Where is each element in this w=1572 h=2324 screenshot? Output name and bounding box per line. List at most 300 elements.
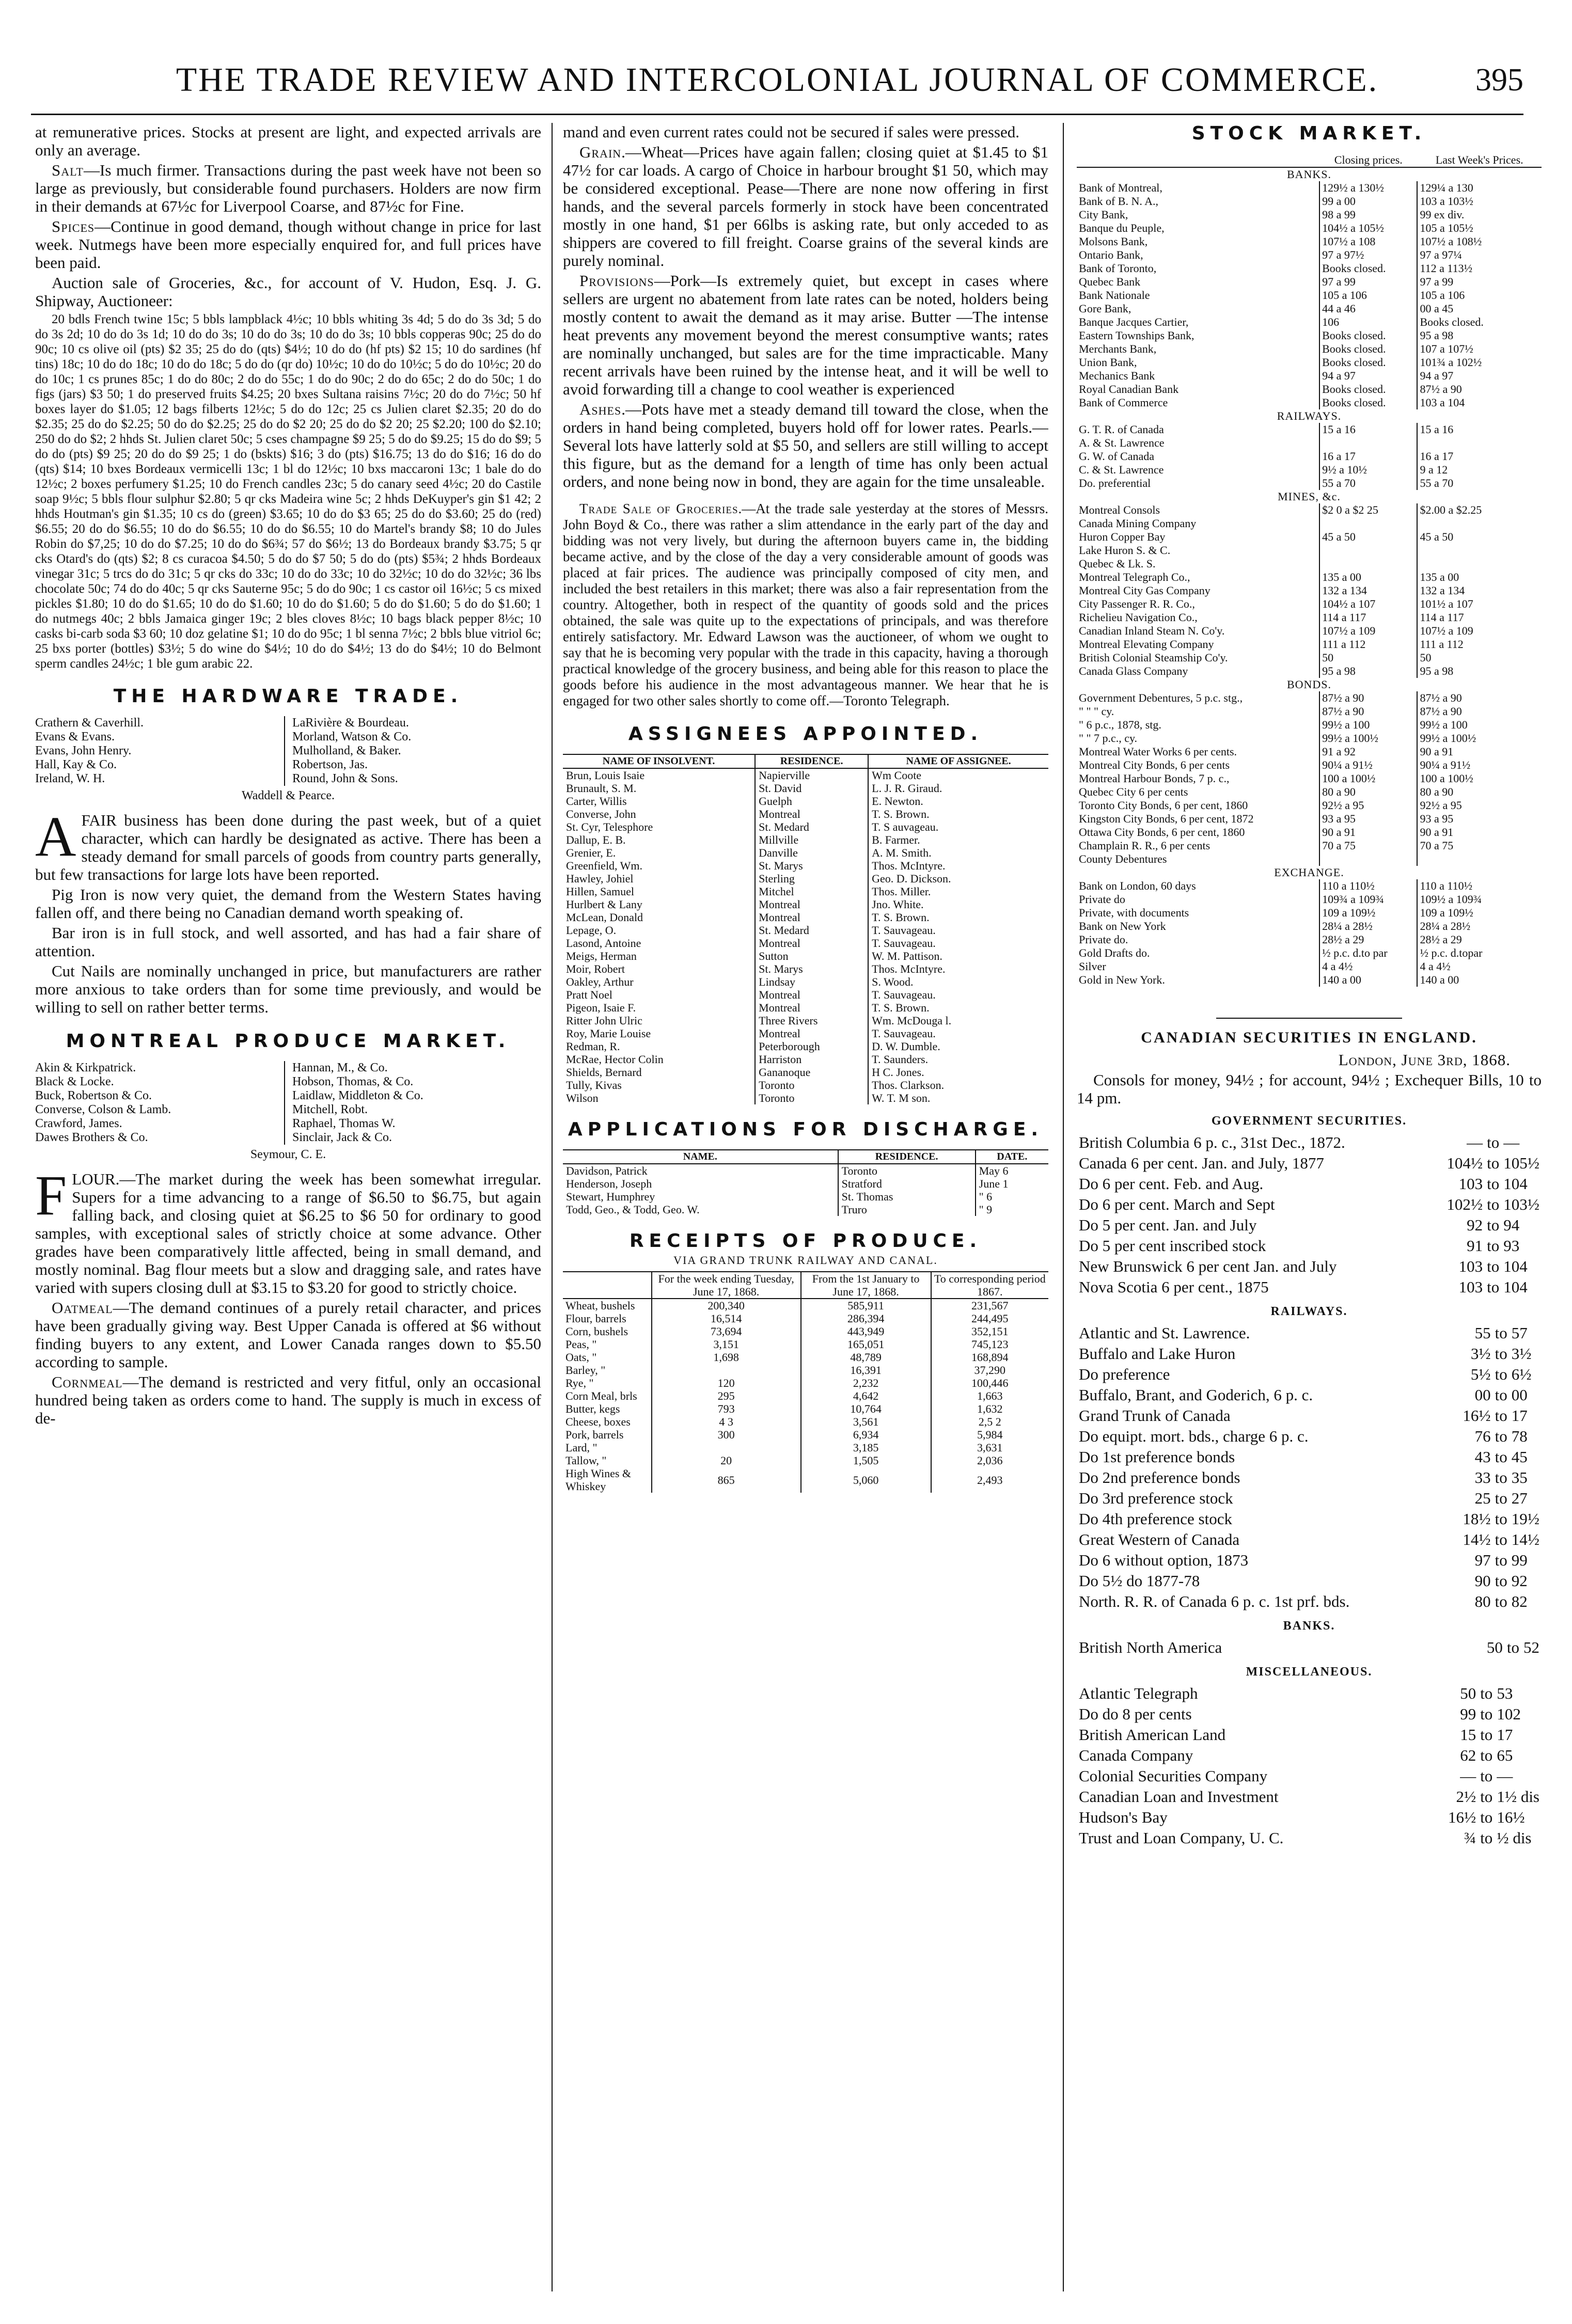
firm-name: Round, John & Sons. [292,772,398,785]
cornmeal-label: Cornmeal [52,1373,123,1391]
table-cell: Thos. Clarkson. [868,1079,1048,1092]
table-cell: 90 a 91 [1417,745,1542,758]
table-cell: Shields, Bernard [566,1066,642,1079]
table-cell: 16½ [1497,1808,1525,1826]
table-cell: Atlantic and St. Lawrence. [1079,1324,1250,1342]
table-cell: 90 [1474,1572,1491,1590]
table-cell: 55 a 70 [1319,477,1417,490]
table-cell: to [1495,1572,1507,1590]
table-cell: 93 [1503,1237,1520,1255]
table-cell: 16 a 17 [1319,450,1417,463]
table-row [563,924,1048,937]
stock-row [1077,383,1542,396]
table-cell: 00 [1511,1386,1528,1404]
table-cell: Banque Jacques Cartier, [1079,315,1189,328]
table-cell: 15 a 16 [1319,423,1417,436]
table-cell: Wilson [566,1092,599,1104]
table-cell: T. S. Brown. [868,1001,1048,1014]
table-cell: T. Sauvageau. [868,937,1048,950]
table-cell: Wm Coote [868,768,1048,782]
table-cell: 00 a 45 [1417,302,1542,315]
grain-label: Grain [579,143,622,161]
table-cell: Rye, " [565,1377,594,1389]
stock-row [1077,544,1542,557]
provisions-label: Provisions [579,272,654,290]
table-cell: Montreal [755,988,868,1001]
table-cell: 92 [1511,1572,1528,1590]
table-cell: 295 [652,1389,801,1402]
stock-row [1077,772,1542,785]
table-cell: 1,632 [931,1402,1048,1415]
table-cell: Books closed. [1319,329,1417,342]
table-row [563,1428,1048,1441]
table-cell: Montreal Water Works 6 per cents. [1079,745,1237,758]
table-cell: High Wines & Whiskey [565,1467,632,1493]
table-cell: 95 a 98 [1319,665,1417,678]
table-cell: to [1487,1133,1500,1151]
table-row [563,1040,1048,1053]
table-cell: St. Cyr, Telesphore [566,820,653,833]
table-row [563,1092,1048,1104]
table-cell: 55 a 70 [1417,477,1542,490]
table-cell: Canada 6 per cent. Jan. and July, 1877 [1079,1154,1324,1172]
drop-cap: F [35,1164,67,1227]
table-cell: Corn Meal, brls [565,1389,637,1402]
table-cell: 82 [1511,1592,1528,1610]
stock-row [1077,289,1542,302]
security-row [1077,1426,1542,1447]
table-cell: 104½ [1447,1154,1483,1172]
produce-names-foot: Seymour, C. E. [250,1148,326,1161]
table-cell: 90 a 91 [1417,826,1542,839]
table-cell: 443,949 [801,1325,931,1338]
table-row [563,1364,1048,1377]
stock-row [1077,463,1542,477]
table-cell: T. S. Brown. [868,808,1048,820]
security-row [1077,1529,1542,1550]
table-cell: 87½ a 90 [1417,691,1542,705]
table-cell: 110 a 110½ [1319,879,1417,893]
table-cell: Brunault, S. M. [566,782,637,795]
stock-row [1077,906,1542,920]
table-cell: to [1487,1154,1500,1172]
railways-title: RAILWAYS. [1270,1305,1348,1318]
table-cell: 103 [1458,1278,1483,1296]
table-cell: 105 a 106 [1319,289,1417,302]
table-cell: 92 [1467,1216,1483,1234]
ashes-text: .—Pots have met a steady demand till toward the close, when the orders in hand being completed, buyers hold off for lower rates. Pearls.— Several lots have latterly sold at $5 50, and sellers are still willing to accept this figure, but as the demand for a length of time has only been actual orders, and none being now in bond, they are again for the time unsaleable. [563,400,1048,491]
table-cell: Geo. D. Dickson. [868,872,1048,885]
table-cell: to [1495,1510,1507,1528]
table-cell: 53 [1497,1684,1513,1702]
table-cell: June 1 [976,1177,1048,1190]
table-cell [1319,517,1417,530]
table-cell: to [1495,1386,1507,1404]
table-cell [1417,517,1542,530]
table-cell: 70 a 75 [1319,839,1417,852]
stock-row [1077,758,1542,772]
table-cell: to [1487,1195,1500,1213]
table-row [563,988,1048,1001]
flour-text: LOUR.—The market during the week has been somewhat irregular. Supers for a time advancing to a range of $6.50 to $6.75, but again falling back, and closing quiet at $6.25 to $6 50 for ordinary to good samples, with exceptional sales of strictly choice at some advance. Other grades have been comparatively little affected, being in small demand, and mostly nominal. Bag flour meets but a slow and dragging sale, and rates have varied with supers closing dull at $3.15 to $3.20 for good to strictly choice. [35,1170,541,1297]
table-cell: 200,340 [652,1299,801,1312]
security-row [1077,1385,1542,1405]
security-row [1077,1637,1542,1658]
security-row [1077,1405,1542,1426]
stock-row [1077,879,1542,893]
stock-row [1077,423,1542,436]
receipts-header-row [563,1272,1048,1299]
table-cell: Do preference [1079,1365,1170,1383]
table-cell: Mitchel [755,885,868,898]
table-cell: McLean, Donald [566,911,643,924]
security-row [1077,1787,1542,1807]
table-cell: 114 a 117 [1417,611,1542,624]
table-cell: A. & St. Lawrence [1079,436,1165,449]
auction-list: 20 bdls French twine 15c; 5 bbls lampblack 4½c; 10 bbls whiting 3s 4d; 5 do do 3s 3d; 5 do do 3s 2d; 10 do do 3s 1d; 10 do do 3s; 10 do do 3s; 10 do do 3s; 10 bbls copperas 90c; 25 do do 90c; 10 cs olive oil (pts) $2 35; 25 do do (qts) $4½; 10 do do (hf pts) $2 15; 10 do sardines (hf tins) 18c; 10 do do 18c; 10 do do 18c; 5 do do (qr do) 10½c; 10 do do 10½c; 5 do do 10½c; 20 do do 10c; 1 cs prunes 85c; 1 do do 80c; 2 do do 55c; 1 do do 90c; 2 do do 65c; 2 do do 50c; 1 do figs (jars) $3 50; 1 do preserved fruits $4.25; 20 bxes Sultana raisins 7½c; 20 do do 7½c; 50 hf boxes layer do $1.05; 12 bags filberts 12½c; 5 do do 12c; 25 cs Julien claret $2.35; 20 do do $2.35; 25 do do $2.25; 50 do do $2.25; 25 do do $2 20; 25 do do $2 20; 25 $2.20; 100 do $2.10; 250 do do $2; 2 hhds St. Julien claret 50c; 5 cses champagne $9 25; 5 do do $9.25; 15 do do $9; 5 do do (pts) $9 25; 20 do do $9 25; 1 do (bskts) $16; 3 do (pts) $16.75; 13 do do $16; 16 do do (qts) $14; 10 bxes Bordeaux vermicelli 13c; 1 bl do 12½c; 10 bxs maccaroni 13c; 1 bale do do 12½c; 2 boxes perfumery $1.25; 10 do French candles 23c; 5 do canary seed 4½c; 20 do Castile soap 9½c; 5 bbls flour sulphur $2.80; 5 qr cks Madeira wine 5c; 2 hhds DeKuyper's gin $1 42; 2 hhds Houtman's gin $1.35; 10 cs do (green) $3.65; 10 do do $3 65; 25 do do $3.60; 25 do (red) $6.55; 20 do do $6.55; 10 do do $6.55; 10 do do $6.55; 10 do Martel's brandy $8; 10 do Jules Robin do $7,25; 10 do do $7.25; 10 do do $6¾; 57 do $6½; 13 do Bordeaux brandy $3.75; 5 qr cks Otard's do (qts) $2; 8 cs curacoa $4.50; 5 do do $7 50; 5 do do (pts) $5¾; 2 hhds Bordeaux vinegar 31c; 5 trcs do do 31c; 5 qr cks do 33c; 10 do do 33c; 10 do 32½c; 10 do do 32½c; 36 lbs chocolate 50c; 74 do do 40c; 5 qr cks Sauterne 95c; 5 do do 90c; 1 cs castor oil 16½c; 5 cs mixed pickles $1.80; 10 do do $1.65; 10 do do $1.60; 10 do do $1.60; 5 do do $1.60; 5 do do $1.60; 1 do nutmegs 40c; 2 bbls Jamaica ginger 19c; 2 bles cloves 8½c; 10 bags black pepper 8½c; 10 casks bi-carb soda $3 60; 10 doz gelatine $1; 10 do do 95c; 1 bl senna 7½c; 2 bbls blue vitriol 6c; 25 bxs porter (bottles) $3½; 5 do wine do $4½; 10 do do $4½; 13 do do $4½; 10 do Belmont sperm candles 24½c; 1 ble gum arabic 22. [35,312,541,671]
table-cell: W. T. M son. [868,1092,1048,1104]
table-cell: Banque du Peuple, [1079,222,1165,234]
table-cell: — [1467,1133,1483,1151]
table-cell: Pork, barrels [565,1428,624,1441]
table-cell: Jno. White. [868,898,1048,911]
stock-market-table [1077,153,1542,987]
table-cell: Bank on New York [1079,920,1166,932]
table-cell: 99 [1460,1705,1476,1723]
table-cell: 103½ [1503,1195,1539,1213]
table-row [563,1177,1048,1190]
table-cell: May 6 [976,1164,1048,1177]
table-cell: 94 a 97 [1417,369,1542,383]
table-cell: C. & St. Lawrence [1079,463,1164,476]
security-row [1077,1236,1542,1256]
table-cell: 1,505 [801,1454,931,1467]
table-cell: 78 [1511,1427,1528,1445]
security-row [1077,1215,1542,1236]
table-cell: Colonial Securities Company [1079,1767,1268,1785]
table-row [563,1014,1048,1027]
firm-name: Mitchell, Robt. [292,1103,368,1116]
table-cell: 43 [1474,1448,1491,1466]
government-securities-table [1077,1132,1542,1298]
stock-row [1077,611,1542,624]
grain-paragraph [563,143,1048,270]
assignees-title: ASSIGNEES APPOINTED. [628,723,983,745]
table-cell: Corn, bushels [565,1325,628,1338]
table-cell: Montreal City Bonds, 6 per cents [1079,758,1230,771]
firm-name: Hannan, M., & Co. [292,1061,388,1074]
table-cell: ½ p.c. d.topar [1417,946,1542,960]
table-cell: 9½ a 10½ [1319,463,1417,477]
table-cell: to [1495,1365,1507,1383]
table-cell: to [1480,1808,1493,1826]
table-cell: Montreal Harbour Bonds, 7 p. c., [1079,772,1230,785]
table-cell: 28¼ a 28½ [1319,920,1417,933]
table-cell: 112 a 113½ [1417,262,1542,275]
table-cell: Millville [755,833,868,846]
security-row [1077,1509,1542,1529]
table-cell: Peterborough [755,1040,868,1053]
table-cell: Montreal [755,937,868,950]
table-cell: 45 a 50 [1417,530,1542,544]
table-cell [1319,852,1417,866]
auction-heading: Auction sale of Groceries, &c., for account of V. Hudon, Esq. J. G. Shipway, Auctioneer: [35,274,541,310]
table-cell: 27 [1511,1489,1528,1507]
table-cell: Grand Trunk of Canada [1079,1406,1231,1425]
table-cell: Lard, " [565,1441,598,1454]
table-cell: British Colonial Steamship Co'y. [1079,651,1228,664]
stock-row [1077,799,1542,812]
table-cell: 3½ [1470,1345,1491,1363]
security-row [1077,1550,1542,1571]
table-cell: 65 [1497,1746,1513,1764]
table-cell: " 6 p.c., 1878, stg. [1079,718,1161,731]
cornmeal-paragraph [35,1373,541,1427]
table-cell: Lindsay [755,975,868,988]
table-cell: Hudson's Bay [1079,1808,1168,1826]
table-cell: 5,984 [931,1428,1048,1441]
table-cell: British North America [1079,1638,1222,1656]
stock-row [1077,839,1542,852]
table-cell: 15 [1460,1726,1476,1744]
table-cell: 97 [1474,1551,1491,1569]
table-cell: Wm. McDouga l. [868,1014,1048,1027]
table-cell: 90¼ a 91½ [1417,758,1542,772]
table-cell: to [1487,1237,1500,1255]
security-row [1077,1807,1542,1828]
table-cell: 2½ [1456,1788,1476,1806]
table-cell: 105 a 106 [1417,289,1542,302]
column-divider [1063,123,1064,2291]
firm-name: Crawford, James. [35,1117,122,1130]
firm-name: Crathern & Caverhill. [35,716,144,730]
table-cell: County Debentures [1079,852,1167,865]
table-row [563,1325,1048,1338]
table-cell: Todd, Geo., & Todd, Geo. W. [566,1203,700,1216]
table-cell: Meigs, Herman [566,950,637,962]
stock-section-name: RAILWAYS. [1277,409,1342,422]
table-cell: 80 a 90 [1417,785,1542,799]
stock-row [1077,920,1542,933]
stock-row [1077,933,1542,946]
table-cell [1417,557,1542,571]
table-cell: 18½ [1463,1510,1491,1528]
table-cell: 109½ a 109¾ [1417,893,1542,906]
table-cell: 97 a 97½ [1319,248,1417,262]
table-cell: to [1480,1705,1493,1723]
table-cell: Bank of Montreal, [1079,181,1162,194]
table-cell: Private do [1079,893,1125,906]
table-cell: 105 a 105½ [1417,222,1542,235]
table-cell: 70 a 75 [1417,839,1542,852]
trade-sale-paragraph [563,501,1048,709]
table-cell: 76 [1474,1427,1491,1445]
securities-date: London, June 3rd, 1868. [1338,1051,1511,1069]
table-cell: Montreal [755,1001,868,1014]
stock-section-row [1077,409,1542,423]
table-cell: T. Sauvageau. [868,988,1048,1001]
table-cell: 50 [1486,1638,1503,1656]
hardware-paragraph-3: Bar iron is in full stock, and well assorted, and has had a fair share of attention. [35,924,541,960]
table-cell: Quebec City 6 per cents [1079,785,1188,798]
security-row [1077,1153,1542,1174]
table-cell: — [1497,1767,1513,1785]
table-cell: Bank on London, 60 days [1079,879,1196,892]
table-cell: 33 [1474,1468,1491,1487]
ashes-paragraph [563,400,1048,491]
table-cell: L. J. R. Giraud. [868,782,1048,795]
table-cell: Ontario Bank, [1079,248,1143,261]
table-cell: to [1480,1726,1493,1744]
firm-name: Converse, Colson & Lamb. [35,1103,171,1116]
table-cell: T. Sauvageau. [868,1027,1048,1040]
table-cell [1417,436,1542,450]
table-cell: Toronto [838,1164,976,1177]
table-cell: 107½ a 108 [1319,235,1417,248]
stock-section-row [1077,678,1542,691]
table-cell: 104 [1503,1257,1528,1275]
table-cell [1319,436,1417,450]
table-row [563,1001,1048,1014]
table-cell: Peas, " [565,1338,597,1351]
table-row [563,1402,1048,1415]
table-cell: 15 a 16 [1417,423,1542,436]
table-cell: Toronto [755,1092,868,1104]
table-cell: 107½ a 109 [1319,624,1417,638]
table-cell: 62 [1460,1746,1476,1764]
stock-row [1077,356,1542,369]
table-cell: to [1487,1257,1500,1275]
ashes-label: Ashes [579,400,622,418]
table-cell: Books closed. [1319,356,1417,369]
table-cell: Pratt Noel [566,988,612,1001]
table-cell: Gold Drafts do. [1079,946,1150,959]
table-cell: 165,051 [801,1338,931,1351]
page-header [31,52,1523,115]
table-cell: Danville [755,846,868,859]
security-row [1077,1343,1542,1364]
stock-row [1077,477,1542,490]
table-cell: Government Debentures, 5 p.c. stg., [1079,691,1243,704]
stock-market-title: STOCK MARKET. [1191,123,1427,144]
table-cell: Bank of B. N. A., [1079,195,1158,208]
table-cell: 00 [1474,1386,1491,1404]
table-cell: Hillen, Samuel [566,885,634,898]
table-cell: to [1495,1427,1507,1445]
table-cell: to [1487,1175,1500,1193]
column-header: RESIDENCE. [755,754,868,768]
stock-row [1077,181,1542,195]
table-cell: Eastern Townships Bank, [1079,329,1194,342]
table-cell: Do 6 without option, 1873 [1079,1551,1249,1569]
table-cell: Molsons Bank, [1079,235,1148,248]
table-cell: " " 7 p.c., cy. [1079,732,1138,745]
table-cell: — [1460,1767,1476,1785]
table-cell: 2,493 [931,1467,1048,1493]
table-cell: 585,911 [801,1299,931,1312]
table-cell: 120 [652,1377,801,1389]
table-cell: 99½ a 100 [1417,718,1542,732]
table-row [563,1389,1048,1402]
table-cell: D. W. Dumble. [868,1040,1048,1053]
table-row [563,911,1048,924]
table-cell: 9 a 12 [1417,463,1542,477]
table-cell: Quebec Bank [1079,275,1141,288]
table-cell: A. M. Smith. [868,846,1048,859]
table-cell: Huron Copper Bay [1079,530,1166,543]
table-cell: Tallow, " [565,1454,607,1467]
stock-row [1077,222,1542,235]
table-cell: H C. Jones. [868,1066,1048,1079]
stock-row [1077,624,1542,638]
table-cell: T. Sauvageau. [868,924,1048,937]
table-cell: W. M. Pattison. [868,950,1048,962]
table-cell: 57 [1511,1324,1528,1342]
table-cell: 104½ a 105½ [1319,222,1417,235]
table-cell: 111 a 112 [1319,638,1417,651]
table-cell: 2,232 [801,1377,931,1389]
hardware-text-1: FAIR business has been done during the past week, but of a quiet character, which can hardly be designated as active. There has been a steady demand for small parcels of goods from country parts generally, but few transactions for large lots have been reported. [35,811,541,883]
table-row [563,1467,1048,1493]
table-cell: 352,151 [931,1325,1048,1338]
table-row [563,1454,1048,1467]
table-cell: 95 a 98 [1417,665,1542,678]
table-cell: 14½ [1511,1530,1539,1548]
table-cell: 45 a 50 [1319,530,1417,544]
table-cell: St. David [755,782,868,795]
firm-name: Mulholland, & Baker. [292,744,401,757]
table-cell: 103 a 103½ [1417,195,1542,208]
table-cell: Toronto City Bonds, 6 per cent, 1860 [1079,799,1248,812]
table-cell: Do 6 per cent. Feb. and Aug. [1079,1175,1264,1193]
firm-name: Morland, Watson & Co. [292,730,412,744]
table-cell: Montreal [755,1027,868,1040]
table-cell: 129¼ a 130 [1417,181,1542,195]
banks-title: BANKS. [1283,1619,1335,1633]
trade-sale-text: .—At the trade sale yesterday at the stores of Messrs. John Boyd & Co., there was rather a slim attendance in the early part of the day and bidding was not very lively, but during the afternoon buyers came in, the bidding became active, and by the close of the day a very considerable amount of goods was placed at fair prices. The audience was principally composed of city men, and included the best retailers in this market; there was also a fair representation from the country. Altogether, both in respect of the quantity of goods sold and the prices obtained, the sale was quite up to the expectations of principals, and was therefore entirely satisfactory. Mr. Edward Lawson was the auctioneer, of whom we ought to say that he is becoming very popular with the trade in this capacity, having a thorough practical knowledge of the grocery business, and being able for this reason to place the goods before his audience in the most advantageous manner. We hear that he is engaged for two other sales shortly to come off.—Toronto Telegraph. [563,501,1048,708]
table-cell: Trust and Loan Company, U. C. [1079,1829,1284,1847]
stock-section-row [1077,167,1542,181]
table-cell: North. R. R. of Canada 6 p. c. 1st prf. bds. [1079,1592,1350,1610]
stock-row [1077,557,1542,571]
table-cell: ¾ [1464,1829,1476,1847]
table-cell: 17 [1511,1406,1528,1425]
receipts-table [563,1271,1048,1493]
table-cell: Merchants Bank, [1079,342,1157,355]
table-row [563,795,1048,808]
stock-row [1077,665,1542,678]
receipts-subtitle: VIA GRAND TRUNK RAILWAY AND CANAL. [673,1254,938,1267]
stock-row [1077,597,1542,611]
stock-section-name: BONDS. [1286,678,1332,691]
table-cell: 45 [1511,1448,1528,1466]
stock-row [1077,852,1542,866]
firm-name: Akin & Kirkpatrick. [35,1061,136,1074]
table-cell: 103 a 104 [1417,396,1542,409]
stock-row [1077,638,1542,651]
security-row [1077,1323,1542,1343]
table-cell: 793 [652,1402,801,1415]
table-cell: Carter, Willis [566,795,627,808]
table-cell: to [1495,1448,1507,1466]
table-cell: to [1480,1684,1493,1702]
table-cell: 135 a 00 [1417,571,1542,584]
table-cell: 16,514 [652,1312,801,1325]
table-cell: 140 a 00 [1417,973,1542,987]
page-number: 395 [1475,62,1523,98]
table-cell: 97 a 97¼ [1417,248,1542,262]
security-row [1077,1591,1542,1612]
